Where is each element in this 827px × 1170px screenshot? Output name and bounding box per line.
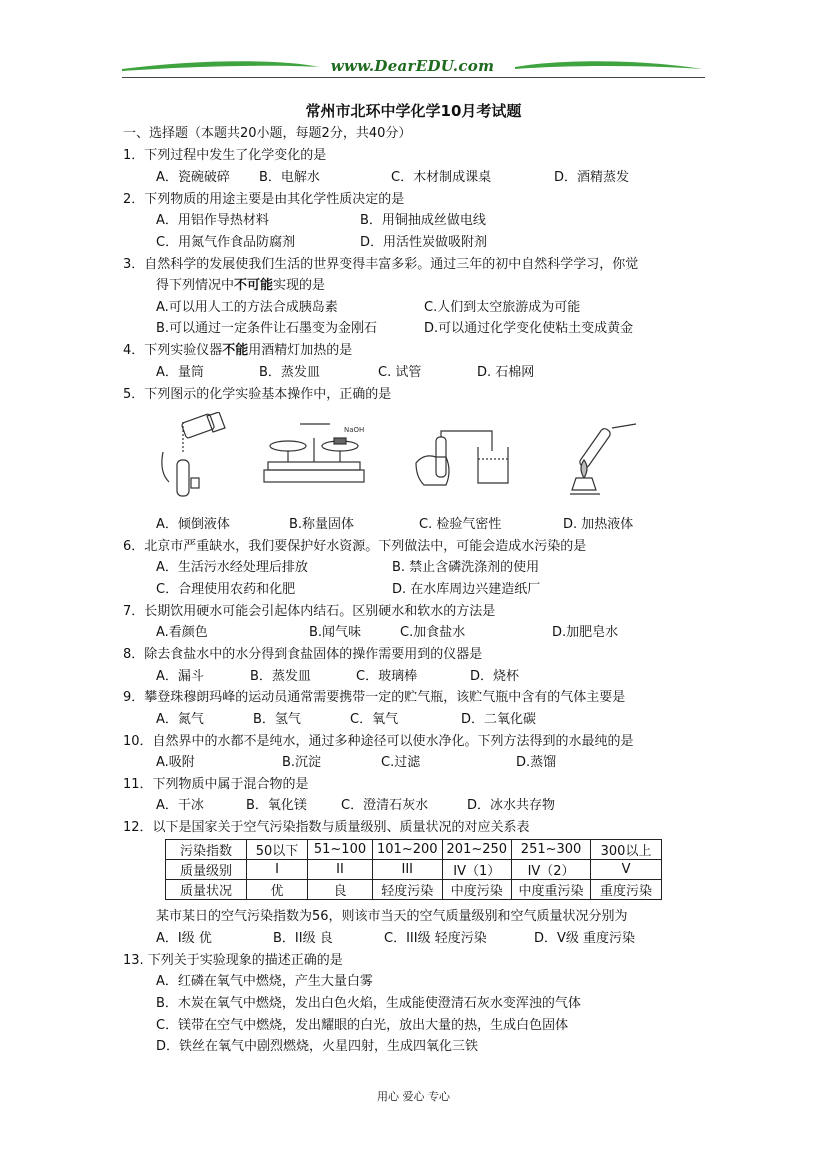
page-title: 常州市北环中学化学10月考试题 <box>305 102 522 120</box>
q4-stem <box>123 342 352 360</box>
q3-option-c: C.人们到太空旅游成为可能 <box>424 300 581 315</box>
q3-stem-line1: 3．自然科学的发展使我们生活的世界变得丰富多彩。通过三年的初中自然科学学习，你觉 <box>123 257 639 272</box>
site-url: www.DearEDU.com <box>330 57 495 75</box>
q4-emphasis: 不能 <box>222 343 249 358</box>
q1-option-d: D．酒精蒸发 <box>554 170 630 185</box>
q1-stem: 1．下列过程中发生了化学变化的是 <box>123 148 327 163</box>
q2-option-b: B．用铜抽成丝做电线 <box>360 213 486 228</box>
naoh-label: NaOH <box>344 426 365 434</box>
q12-option-b: B．II级 良 <box>273 931 333 946</box>
q10-stem: 10．自然界中的水都不是纯水，通过多种途径可以使水净化。下列方法得到的水最纯的是 <box>123 734 634 749</box>
q3-stem-part: 实现的是 <box>273 278 326 293</box>
q5-option-a: A．倾倒液体 <box>156 517 230 532</box>
table-cell: 优 <box>247 880 308 900</box>
q13-option-b: B．木炭在氧气中燃烧，发出白色火焰，生成能使澄清石灰水变浑浊的气体 <box>156 996 581 1011</box>
q3-emphasis: 不可能 <box>234 278 274 293</box>
q1-option-a: A．瓷碗破碎 <box>156 170 230 185</box>
q12-option-a: A．I级 优 <box>156 931 212 946</box>
q10-option-d: D.蒸馏 <box>516 755 557 770</box>
table-cell: 51~100 <box>308 840 373 860</box>
pouring-liquid-figure <box>155 412 235 497</box>
table-cell: 中度重污染 <box>512 880 591 900</box>
q1-option-c: C．木材制成课桌 <box>391 170 492 185</box>
table-cell: IV（1） <box>442 860 512 880</box>
q5-option-b: B.称量固体 <box>289 517 355 532</box>
air-quality-table <box>165 839 662 900</box>
q5-option-d: D. 加热液体 <box>563 517 634 532</box>
gas-tightness-figure <box>410 425 520 495</box>
q7-option-d: D.加肥皂水 <box>552 625 619 640</box>
section-heading: 一、选择题（本题共20小题，每题2分，共40分） <box>123 126 412 141</box>
q4-option-b: B．蒸发皿 <box>259 365 320 380</box>
q1-option-b: B．电解水 <box>259 170 320 185</box>
q11-option-c: C．澄清石灰水 <box>341 798 429 813</box>
q3-option-d: D.可以通过化学变化使粘土变成黄金 <box>424 321 634 336</box>
q3-stem-line2 <box>156 277 325 295</box>
table-cell: 50以下 <box>247 840 308 860</box>
table-cell: IV（2） <box>512 860 591 880</box>
table-cell: 中度污染 <box>442 880 512 900</box>
q2-option-c: C．用氮气作食品防腐剂 <box>156 235 296 250</box>
balance-figure <box>260 418 370 490</box>
q3-option-b: B.可以通过一定条件让石墨变为金刚石 <box>156 321 378 336</box>
q2-option-a: A．用铝作导热材料 <box>156 213 269 228</box>
table-cell: III <box>373 860 443 880</box>
q4-option-c: C. 试管 <box>378 365 422 380</box>
q5-stem: 5．下列图示的化学实验基本操作中，正确的是 <box>123 387 392 402</box>
table-cell: 质量级别 <box>166 860 247 880</box>
table-cell: 重度污染 <box>591 880 662 900</box>
q13-option-a: A．红磷在氧气中燃烧，产生大量白雾 <box>156 974 373 989</box>
table-cell: 101~200 <box>373 840 443 860</box>
table-cell: 251~300 <box>512 840 591 860</box>
q12-option-c: C．III级 轻度污染 <box>384 931 487 946</box>
q5-option-c: C. 检验气密性 <box>419 517 502 532</box>
q12-stem: 12．以下是国家关于空气污染指数与质量级别、质量状况的对应关系表 <box>123 820 530 835</box>
header-banner <box>120 55 705 85</box>
table-cell: V <box>591 860 662 880</box>
table-row <box>166 840 662 860</box>
q9-option-d: D．二氧化碳 <box>461 712 537 727</box>
q2-option-d: D．用活性炭做吸附剂 <box>360 235 488 250</box>
q10-option-b: B.沉淀 <box>282 755 322 770</box>
q10-option-c: C.过滤 <box>381 755 421 770</box>
q13-option-d: D．铁丝在氧气中剧烈燃烧，火星四射，生成四氧化三铁 <box>156 1039 479 1054</box>
header-rule <box>122 77 705 78</box>
page-footer: 用心 爱心 专心 <box>377 1090 450 1103</box>
q7-option-b: B.闻气味 <box>309 625 362 640</box>
q12-follow: 某市某日的空气污染指数为56，则该市当天的空气质量级别和空气质量状况分别为 <box>156 909 628 924</box>
q9-option-b: B．氢气 <box>253 712 301 727</box>
q3-stem-part: 得下列情况中 <box>156 278 235 293</box>
q7-stem: 7．长期饮用硬水可能会引起体内结石。区别硬水和软水的方法是 <box>123 604 496 619</box>
q6-option-b: B. 禁止含磷洗涤剂的使用 <box>392 560 540 575</box>
table-cell: 良 <box>308 880 373 900</box>
q13-option-c: C．镁带在空气中燃烧，发出耀眼的白光，放出大量的热，生成白色固体 <box>156 1018 569 1033</box>
q4-option-a: A．量筒 <box>156 365 204 380</box>
q7-option-a: A.看颜色 <box>156 625 208 640</box>
q8-option-c: C．玻璃棒 <box>356 669 418 684</box>
q6-option-a: A．生活污水经处理后排放 <box>156 560 308 575</box>
q13-stem: 13. 下列关于实验现象的描述正确的是 <box>123 953 343 968</box>
q9-stem: 9．攀登珠穆朗玛峰的运动员通常需要携带一定的贮气瓶，该贮气瓶中含有的气体主要是 <box>123 690 626 705</box>
q11-option-b: B．氧化镁 <box>246 798 307 813</box>
q8-option-d: D．烧杯 <box>470 669 520 684</box>
table-row <box>166 860 662 880</box>
table-cell: 300以上 <box>591 840 662 860</box>
q4-option-d: D. 石棉网 <box>477 365 535 380</box>
q8-option-b: B．蒸发皿 <box>250 669 311 684</box>
q4-stem-part: 用酒精灯加热的是 <box>248 343 353 358</box>
q9-option-a: A．氮气 <box>156 712 204 727</box>
q2-stem: 2．下列物质的用途主要是由其化学性质决定的是 <box>123 192 405 207</box>
table-row <box>166 880 662 900</box>
q11-option-a: A．干冰 <box>156 798 204 813</box>
q6-option-c: C．合理使用农药和化肥 <box>156 582 296 597</box>
q9-option-c: C．氧气 <box>350 712 399 727</box>
table-cell: 质量状况 <box>166 880 247 900</box>
q8-stem: 8．除去食盐水中的水分得到食盐固体的操作需要用到的仪器是 <box>123 647 483 662</box>
q12-option-d: D．V级 重度污染 <box>534 931 636 946</box>
q4-stem-part: 4．下列实验仪器 <box>123 343 223 358</box>
table-cell: 污染指数 <box>166 840 247 860</box>
q11-stem: 11．下列物质中属于混合物的是 <box>123 777 309 792</box>
q6-stem: 6．北京市严重缺水，我们要保护好水资源。下列做法中，可能会造成水污染的是 <box>123 539 587 554</box>
table-cell: I <box>247 860 308 880</box>
q10-option-a: A.吸附 <box>156 755 195 770</box>
q7-option-c: C.加食盐水 <box>400 625 466 640</box>
q11-option-d: D．冰水共存物 <box>467 798 556 813</box>
q6-option-d: D. 在水库周边兴建造纸厂 <box>392 582 541 597</box>
table-cell: 轻度污染 <box>373 880 443 900</box>
heating-liquid-figure <box>560 420 640 498</box>
table-cell: II <box>308 860 373 880</box>
table-cell: 201~250 <box>442 840 512 860</box>
q8-option-a: A．漏斗 <box>156 669 204 684</box>
q3-option-a: A.可以用人工的方法合成胰岛素 <box>156 300 338 315</box>
